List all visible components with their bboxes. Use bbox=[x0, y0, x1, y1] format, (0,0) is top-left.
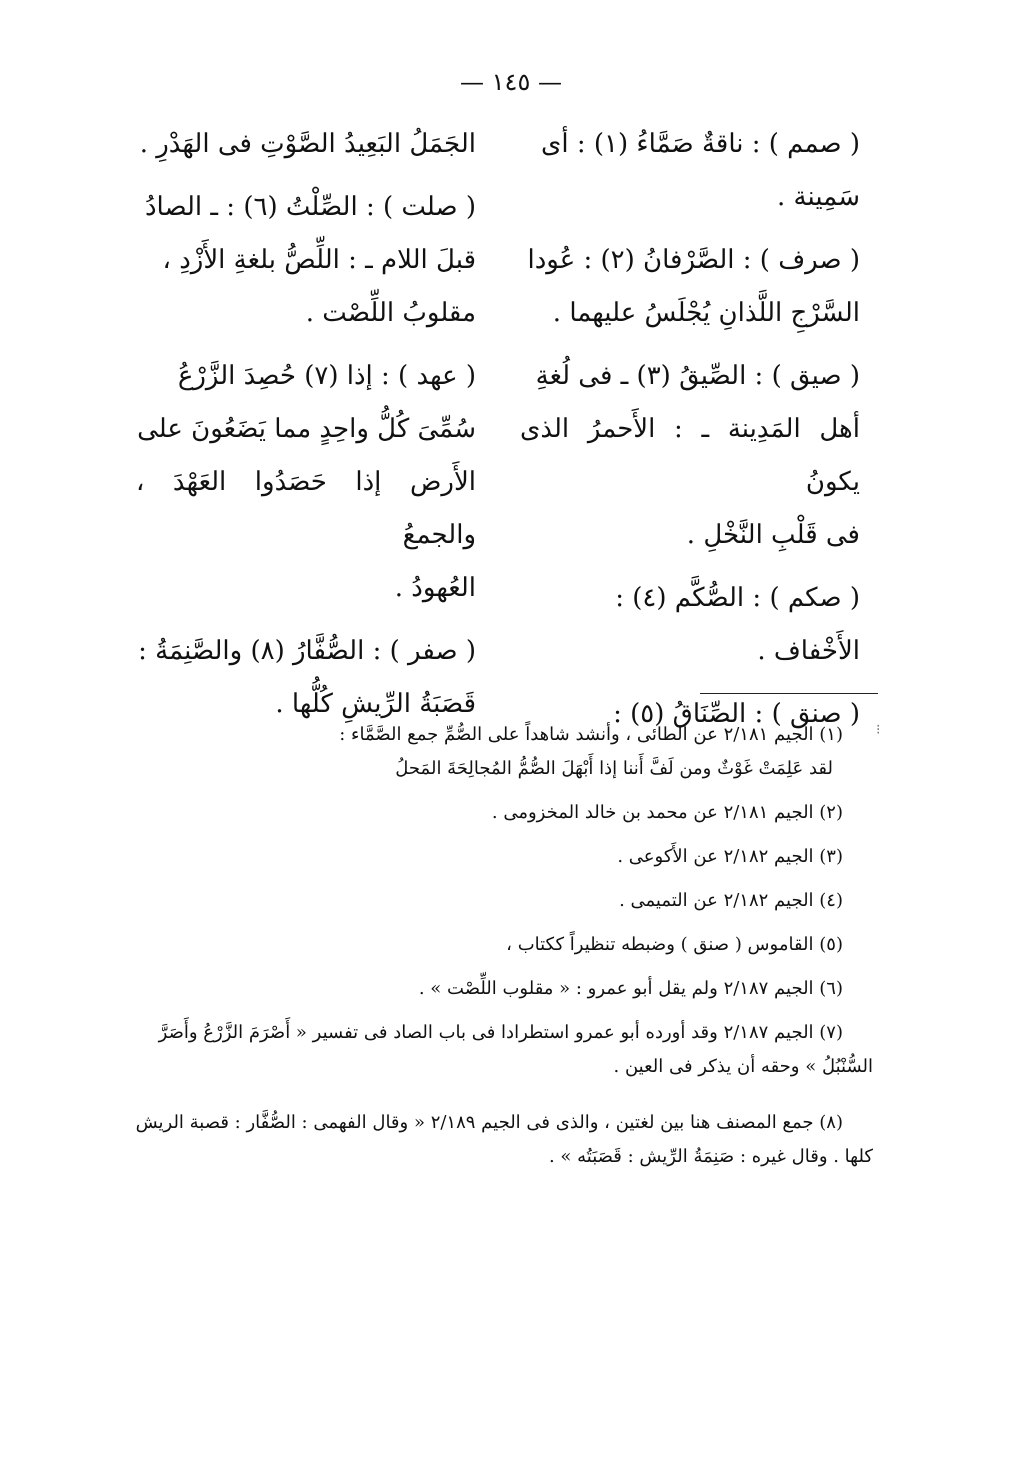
footnote-2 bbox=[128, 796, 873, 830]
page-number: — ١٤٥ — bbox=[460, 68, 562, 96]
entry-line: ( صمم ) : ناقةٌ صَمَّاءُ (١) : أى bbox=[541, 129, 860, 159]
entry-line: فى قَلْبِ النَّخْلِ . bbox=[686, 520, 860, 550]
entry-sayq bbox=[520, 350, 860, 562]
entry-samam-cont bbox=[136, 118, 476, 171]
entry-line: ( صيق ) : الصِّيقُ (٣) ـ فى لُغةِ bbox=[535, 361, 860, 391]
footnote-1 bbox=[128, 718, 873, 786]
footnote-text: (٨) جمع المصنف هنا بين لغتين ، والذى فى الجيم ٢/١٨٩ « وقال الفهمى : الصُّفَّار : قصبة الريش كلها . وقال غيره : صَنِمَةُ الرِّيش : قَصَبَتُه » . bbox=[135, 1112, 873, 1167]
footnote-text: (٦) الجيم ٢/١٨٧ ولم يقل أبو عمرو : « مقلوب اللِّصْت » . bbox=[418, 978, 843, 999]
footnote-5 bbox=[128, 928, 873, 962]
entry-samam bbox=[520, 118, 860, 224]
entry-line: الأَرض إذا حَصَدُوا العَهْدَ ، والجمعُ bbox=[136, 467, 476, 550]
footnotes bbox=[128, 718, 873, 1196]
footnote-text: (٢) الجيم ٢/١٨١ عن محمد بن خالد المخزومى . bbox=[491, 802, 843, 823]
entry-line: قبلَ اللام ـ : اللِّصُّ بلغةِ الأَزْدِ ، bbox=[162, 245, 476, 275]
footnote-6 bbox=[128, 972, 873, 1006]
entry-line: مقلوبُ اللِّصْت . bbox=[305, 298, 476, 328]
footnote-3 bbox=[128, 840, 873, 874]
entry-salt bbox=[136, 181, 476, 340]
footnote-4 bbox=[128, 884, 873, 918]
footnote-text: (٧) الجيم ٢/١٨٧ وقد أورده أبو عمرو استطرادا فى باب الصاد فى تفسير « أَصْرَمَ الزَّرْعُ وأَصَرَّ السُّنْبُلُ » وحقه أن يذكر فى العين . bbox=[158, 1022, 873, 1077]
entry-line: ( صرف ) : الصَّرْفانُ (٢) : عُودا bbox=[527, 245, 860, 275]
footnote-text: (٥) القاموس ( صنق ) وضبطه تنظيراً ككتاب ، bbox=[506, 934, 843, 955]
margin-mark: ⁝ bbox=[876, 722, 881, 738]
entry-safar bbox=[136, 625, 476, 731]
entry-sarf bbox=[520, 234, 860, 340]
entry-line: الجَمَلُ البَعِيدُ الصَّوْتِ فى الهَدْرِ . bbox=[139, 129, 476, 159]
entry-line: سَمِينة . bbox=[777, 182, 860, 212]
entry-line: الأَخْفاف . bbox=[757, 636, 860, 666]
footnote-7 bbox=[128, 1016, 873, 1084]
footnote-text: (٣) الجيم ٢/١٨٢ عن الأَكوعى . bbox=[617, 846, 843, 867]
left-column bbox=[136, 118, 476, 741]
entry-sakam bbox=[520, 572, 860, 678]
footnote-verse: لقد عَلِمَتْ غَوْثٌ ومن لَفَّ أَننا إذا أَبْهَلَ الصُّمُّ المُجالِحَةَ المَحلُ bbox=[395, 758, 833, 779]
footnote-text: (٤) الجيم ٢/١٨٢ عن التميمى . bbox=[619, 890, 843, 911]
entry-line: ( صنق ) : الصِّنَاقُ (٥) : bbox=[613, 699, 860, 729]
entry-line: ( عهد ) : إذا (٧) حُصِدَ الزَّرْعُ bbox=[177, 361, 476, 391]
entry-line: السَّرْجِ اللَّذانِ يُجْلَسُ عليهما . bbox=[552, 298, 860, 328]
entry-line: ( صلت ) : الصِّلْتُ (٦) : ـ الصادُ bbox=[144, 192, 476, 222]
entry-ahd bbox=[136, 350, 476, 615]
right-column bbox=[520, 118, 860, 751]
footnote-separator bbox=[700, 693, 878, 694]
entry-line: العُهودُ . bbox=[394, 573, 476, 603]
entry-line: ( صكم ) : الصُّكَّم (٤) : bbox=[615, 583, 860, 613]
footnote-text: (١) الجيم ٢/١٨١ عن الطائى ، وأنشد شاهداً على الصُّمِّ جمع الصَّمَّاء : bbox=[339, 724, 843, 745]
entry-line: قَصَبَةُ الرِّيشِ كُلُّها . bbox=[275, 689, 476, 719]
entry-line: أهل المَدِينة ـ : الأَحمرُ الذى يكونُ bbox=[520, 414, 860, 497]
entry-line: ( صفر ) : الصُّفَّارُ (٨) والصَّنِمَةُ : bbox=[138, 636, 476, 666]
footnote-8 bbox=[128, 1106, 873, 1174]
entry-line: سُمِّىَ كُلُّ واحِدٍ مما يَضَعُونَ على bbox=[137, 414, 476, 444]
